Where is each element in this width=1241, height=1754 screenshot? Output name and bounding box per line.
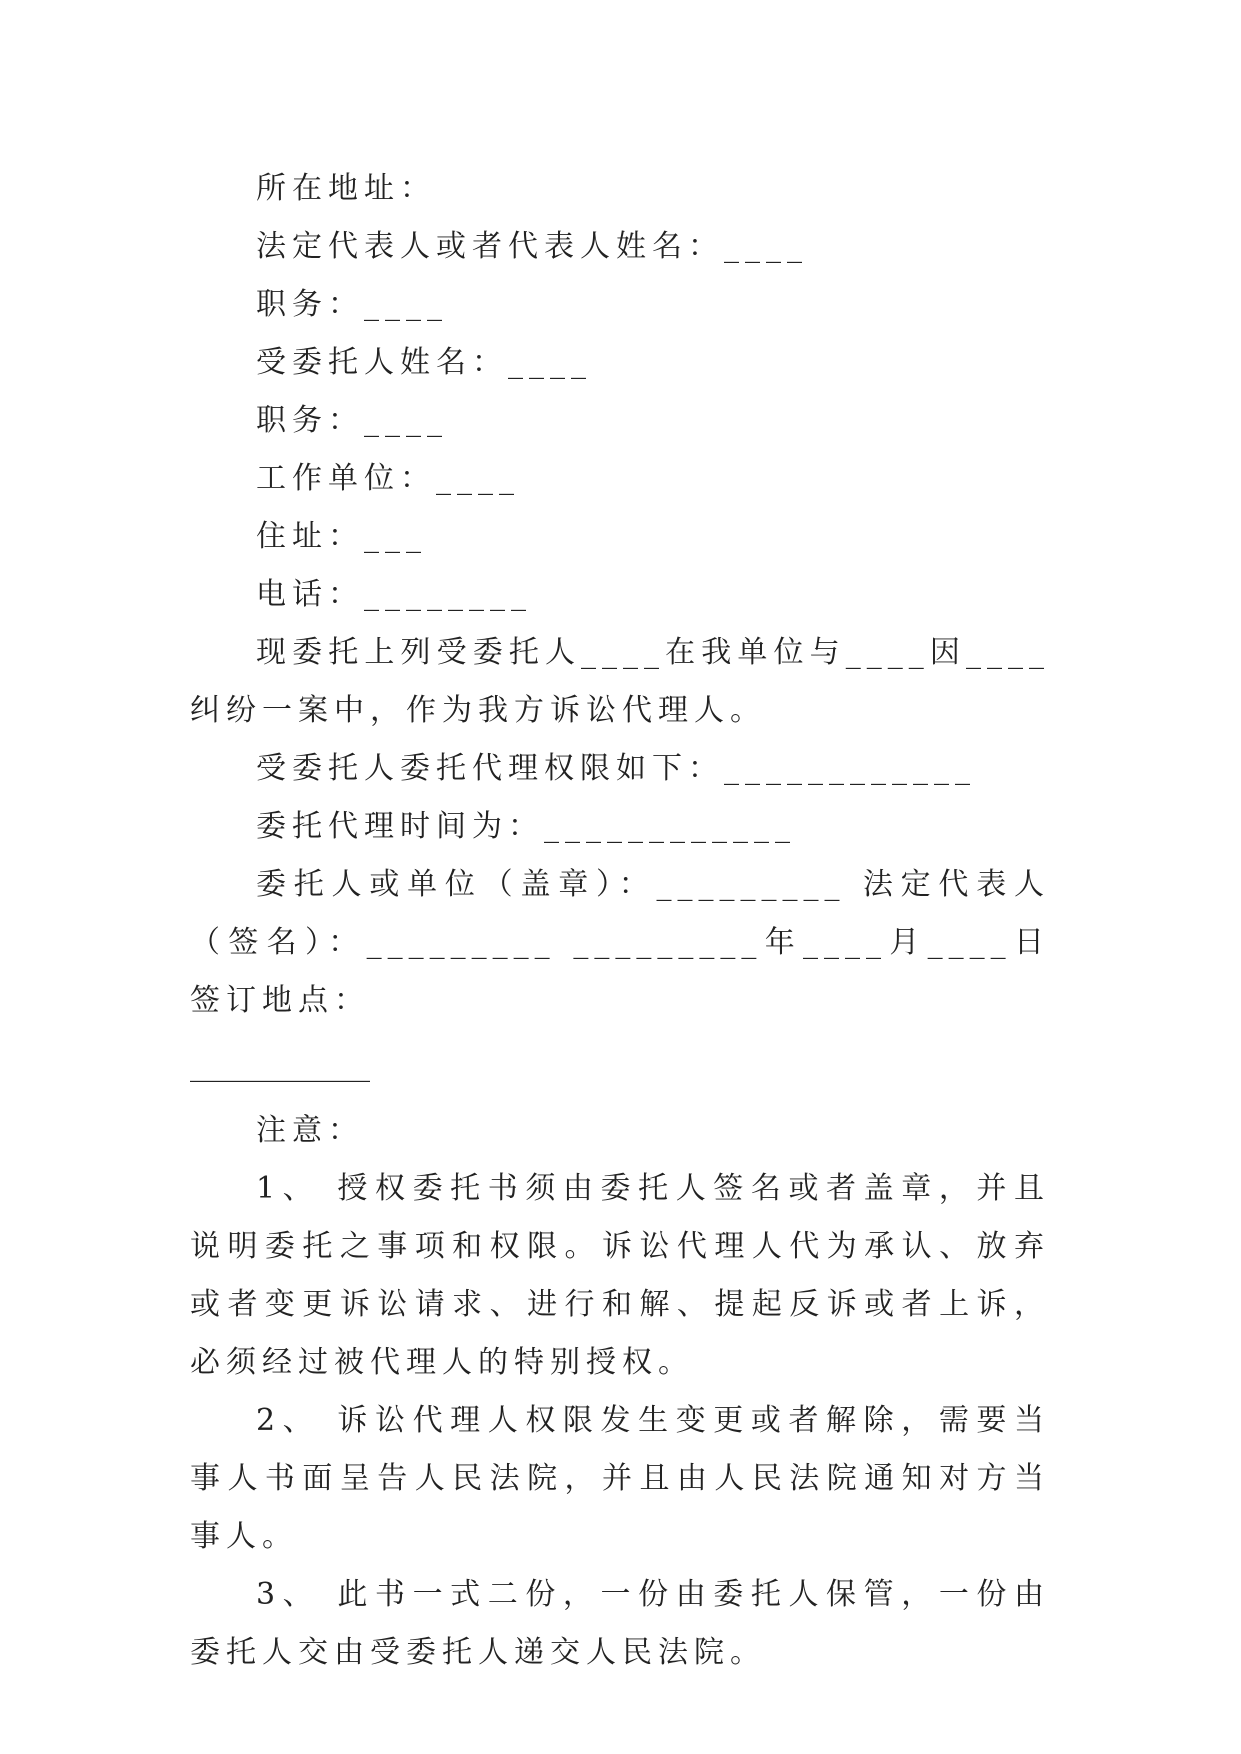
signature-place-blank: [190, 1030, 1050, 1088]
field-entrusted-position: 职务：____: [256, 403, 448, 438]
authority-line: 受委托人委托代理权限如下：____________: [256, 751, 976, 786]
note-item-3: 3、 此书一式二份，一份由委托人保管，一份由委托人交由受委托人递交人民法院。: [190, 1577, 1050, 1670]
field-phone: 电话：________: [256, 577, 532, 612]
note-item-2: 2、 诉讼代理人权限发生变更或者解除，需要当事人书面呈告人民法院，并且由人民法院通知对方当事人。: [190, 1403, 1050, 1554]
entrust-statement: 现委托上列受委托人____在我单位与____因____纠纷一案中，作为我方诉讼代理人。: [190, 635, 1050, 728]
period-line: 委托代理时间为：____________: [256, 809, 796, 844]
field-work-unit: 工作单位：____: [256, 461, 520, 496]
signature-place-blank-text: ____________: [190, 1048, 370, 1083]
field-residence: 住址：___: [256, 519, 427, 554]
signature-line: 委托人或单位（盖章）：_________ 法定代表人（签名）：_________ _________年____月____日签订地点：: [190, 867, 1050, 1018]
notes-title: 注意：: [256, 1113, 364, 1148]
field-entrusted-name: 受委托人姓名：____: [256, 345, 592, 380]
field-legal-representative-name: 法定代表人或者代表人姓名：____: [256, 229, 808, 264]
field-address: 所在地址：: [256, 171, 436, 206]
spacer: [190, 1088, 1050, 1102]
note-item-1: 1、 授权委托书须由委托人签名或者盖章，并且说明委托之事项和权限。诉讼代理人代为承认、放弃或者变更诉讼请求、进行和解、提起反诉或者上诉，必须经过被代理人的特别授权。: [190, 1171, 1050, 1380]
document-page: [190, 160, 1050, 1682]
field-position: 职务：____: [256, 287, 448, 322]
